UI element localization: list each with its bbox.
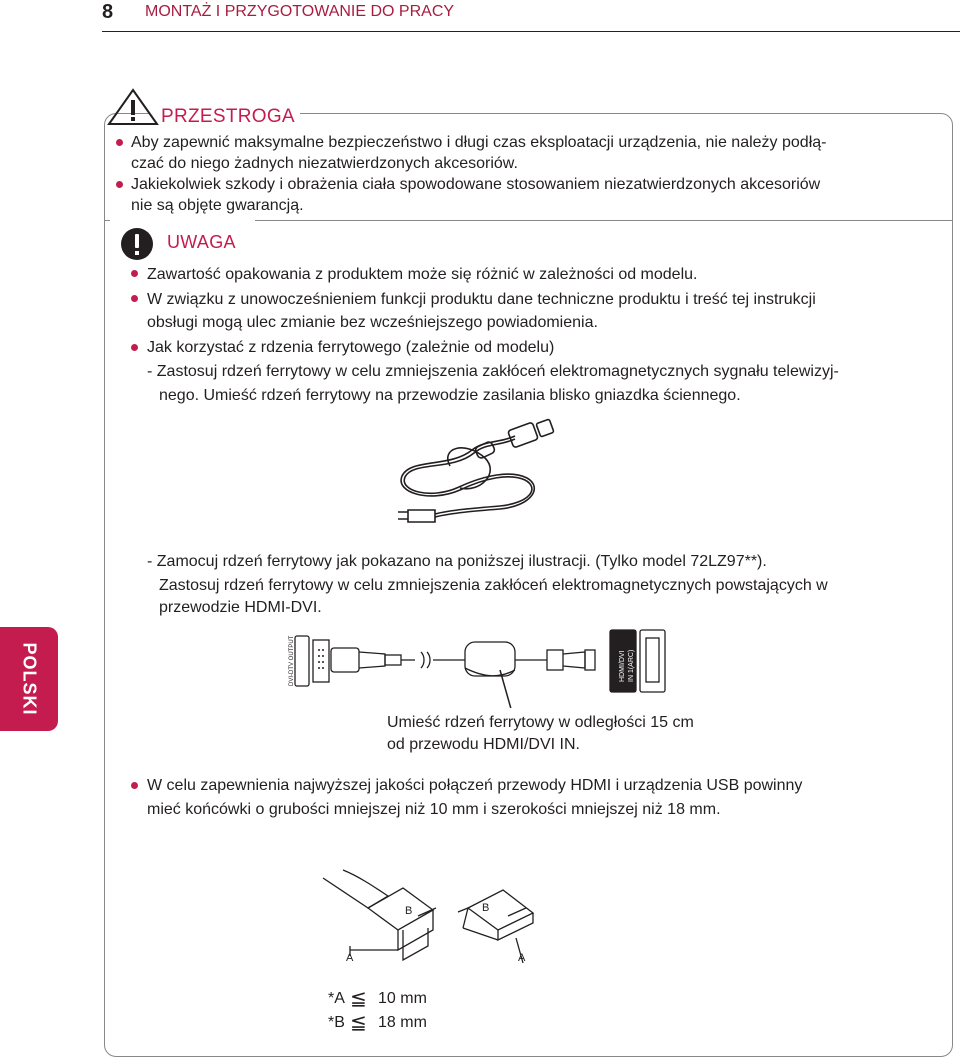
ferrite-caption [387,712,694,756]
caption-line-2: od przewodu HDMI/DVI IN. [387,736,580,753]
size-b-symbol: ≦ [350,1012,367,1034]
bullet [116,139,123,146]
bullet [131,344,138,351]
note-title: UWAGA [167,232,236,252]
section-title: MONTAŻ I PRZYGOTOWANIE DO PRACY [145,3,455,20]
hdmi-usb-item-line-1: W celu zapewnienia najwyższej jakości połączeń przewody HDMI i urządzenia USB powinny [147,777,803,794]
bullet [116,181,123,188]
language-tab [0,627,58,731]
dim-label-b-left: B [405,905,413,917]
note-item-3: Jak korzystać z rdzenia ferrytowego (zależnie od modelu) [147,339,555,356]
caution-item-1-line-2: czać do niego żadnych niezatwierdzonych akcesoriów. [131,155,518,172]
language-tab-label: POLSKI [19,642,40,716]
header-rule [102,31,960,32]
exclamation-circle-icon [120,227,154,261]
hdmi-port-label-line-2: IN 1(ARC) [628,649,635,682]
page-number: 8 [102,1,114,23]
caution-item-1-line-1: Aby zapewnić maksymalne bezpieczeństwo i długi czas eksploatacji urządzenia, nie należy podłą- [131,134,827,151]
hdmi-dvi-cable-illustration [285,628,675,708]
caution-item-2-line-2: nie są objęte gwarancją. [131,197,304,214]
caution-item-2-line-1: Jakiekolwiek szkody i obrażenia ciała spowodowane stosowaniem niezatwierdzonych akcesoriów [131,176,821,193]
dim-label-a-right: A [518,952,526,964]
bullet [131,782,138,789]
size-a-value: 10 mm [378,990,427,1007]
bullet [131,270,138,277]
size-a-symbol: ≦ [350,988,367,1010]
ferrite-step-2-line-2: Zastosuj rdzeń ferrytowy w celu zmniejszenia zakłóceń elektromagnetycznych powstających w [159,577,828,594]
caution-title: PRZESTROGA [161,106,295,127]
note-item-2-line-1: W związku z unowocześnieniem funkcji produktu dane techniczne produktu i treść tej instrukcji [147,291,816,308]
note-item-1: Zawartość opakowania z produktem może się różnić w zależności od modelu. [147,266,698,283]
warning-triangle-icon [107,87,159,127]
connector-size-illustration [318,868,548,978]
hdmi-port-label-line-1: HDMI/DVI [619,650,626,682]
size-b-label: *B [328,1014,345,1031]
hdmi-usb-item-line-2: mieć końcówki o grubości mniejszej niż 10 mm i szerokości mniejszej niż 18 mm. [147,801,721,818]
ferrite-step-1-line-2: nego. Umieść rdzeń ferrytowy na przewodzie zasilania blisko gniazdka ściennego. [159,387,741,404]
size-a-label: *A [328,990,345,1007]
caption-line-1: Umieść rdzeń ferrytowy w odległości 15 cm [387,714,694,731]
ferrite-step-2-line-3: przewodzie HDMI-DVI. [159,599,322,616]
power-cord-ferrite-illustration [390,418,565,526]
dim-label-a-left: A [346,952,354,964]
dim-label-b-right: B [482,902,490,914]
ferrite-step-1-line-1: - Zastosuj rdzeń ferrytowy w celu zmniejszenia zakłóceń elektromagnetycznych sygnału telewizyj- [147,363,839,380]
size-b-value: 18 mm [378,1014,427,1031]
dvi-port-label: DVI-DTV OUTPUT [289,635,295,686]
ferrite-step-2-line-1: - Zamocuj rdzeń ferrytowy jak pokazano na poniższej ilustracji. (Tylko model 72LZ97**). [147,553,767,570]
bullet [131,295,138,302]
note-item-2-line-2: obsługi mogą ulec zmianie bez wcześniejszego powiadomienia. [147,314,598,331]
